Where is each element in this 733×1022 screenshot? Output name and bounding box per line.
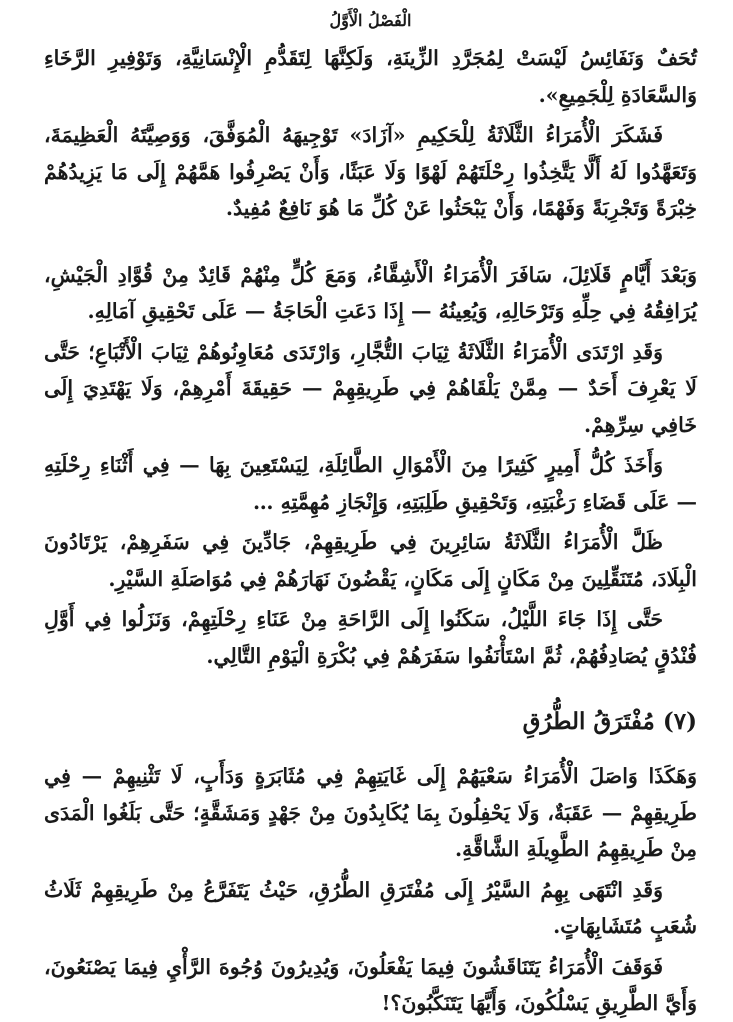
paragraph-disguise: وَقَدِ ارْتَدَى الْأُمَرَاءُ الثَّلَاثَةُ ثِيَابَ التُّجَّارِ، وَارْتَدَى مُعَاوِنُوهُمْ ثِيَابَ الْأَتْبَاعِ؛ حَتَّى لَا يَعْرِفَ أَحَدٌ — مِمَّنْ يَلْقَاهُمْ فِي طَرِيقِهِمْ — حَقِيقَةَ أَمْرِهِمْ، وَلَا يَهْتَدِيَ إِلَى خَافِي سِرِّهِمْ. — [44, 339, 697, 437]
paragraph-departure: وَبَعْدَ أَيَّامٍ قَلَائِلَ، سَافَرَ الْأُمَرَاءُ الْأَشِقَّاءُ، وَمَعَ كُلٍّ مِنْهُمْ قَائِدٌ مِنْ قُوَّادِ الْجَيْشِ، يُرَافِقُهُ فِي حِلِّهِ وَتَرْحَالِهِ، وَيُعِينُهُ — إِذَا دَعَتِ الْحَاجَةُ — عَلَى تَحْقِيقِ آمَالِهِ. — [44, 262, 697, 323]
paragraph-money: وَأَخَذَ كُلُّ أَمِيرٍ كَثِيرًا مِنَ الْأَمْوَالِ الطَّائِلَةِ، لِيَسْتَعِينَ بِهَا — فِي أَثْنَاءِ رِحْلَتِهِ — عَلَى قَضَاءِ رَغْبَتِهِ، وَتَحْقِيقِ طَلِبَتِهِ، وَإِنْجَازِ مُهِمَّتِهِ … — [44, 453, 697, 514]
paragraph-travel: ظَلَّ الْأُمَرَاءُ الثَّلَاثَةُ سَائِرِينَ فِي طَرِيقِهِمْ، جَادِّينَ فِي سَفَرِهِمْ، يَرْتَادُونَ الْبِلَادَ، مُتَنَقِّلِينَ مِنْ مَكَانٍ إِلَى مَكَانٍ، يَقْضُونَ نَهَارَهُمْ فِي مُوَاصَلَةِ السَّيْرِ. — [44, 530, 697, 591]
section-heading: (٧) مُفْتَرَقُ الطُّرُقِ — [522, 708, 697, 735]
paragraph-discussion: فَوَقَفَ الْأُمَرَاءُ يَتَنَاقَشُونَ فِيمَا يَفْعَلُونَ، وَيُدِيرُونَ وُجُوهَ الرَّأْيِ فِيمَا يَصْنَعُونَ، وَأَيَّ الطَّرِيقِ يَسْلُكُونَ، وَأَيَّهَا يَتَنَكَّبُونَ؟! — [44, 954, 697, 1015]
book-page — [44, 0, 697, 1015]
paragraph-thanks: فَشَكَرَ الْأُمَرَاءُ الثَّلَاثَةُ لِلْحَكِيمِ «آزَادَ» تَوْجِيهَهُ الْمُوَفَّقَ، وَوَصِيَّتَهُ الْعَظِيمَةَ، وَتَعَهَّدُوا لَهُ أَلَّا يَتَّخِذُوا رِحْلَتَهُمْ لَهْوًا وَلَا عَبَثًا، وَأَنْ يَصْرِفُوا هَمَّهُمْ إِلَى مَا يَزِيدُهُمْ خِبْرَةً وَتَجْرِبَةً وَفَهْمًا، وَأَنْ يَبْحَثُوا عَنْ كُلِّ مَا هُوَ نَافِعٌ مُفِيدٌ. — [44, 123, 697, 220]
chapter-header: الْفَصْلُ الْأَوَّلُ — [329, 11, 412, 30]
paragraph-night: حَتَّى إِذَا جَاءَ اللَّيْلُ، سَكَنُوا إِلَى الرَّاحَةِ مِنْ عَنَاءِ رِحْلَتِهِمْ، وَنَزَلُوا فِي أَوَّلِ فُنْدُقٍ يُصَادِفُهُمْ، ثُمَّ اسْتَأْنَفُوا سَفَرَهُمْ فِي بُكْرَةِ الْيَوْمِ التَّالِي. — [44, 607, 697, 668]
paragraph-crossroads: وَقَدِ انْتَهَى بِهِمُ السَّيْرُ إِلَى مُفْتَرَقِ الطُّرُقِ، حَيْثُ يَتَفَرَّعُ مِنْ طَرِيقِهِمْ ثَلَاثُ شُعَبٍ مُتَشَابِهَاتٍ. — [44, 877, 697, 938]
paragraph-continuation: تُحَفٌ وَنَفَائِسُ لَيْسَتْ لِمُجَرَّدِ الزِّينَةِ، وَلَكِنَّهَا لِتَقَدُّمِ الْإِنْسَانِيَّةِ، وَتَوْفِيرِ الرَّخَاءِ وَالسَّعَادَةِ لِلْجَمِيعِ». — [44, 46, 697, 107]
paragraph-perseverance: وَهَكَذَا وَاصَلَ الْأُمَرَاءُ سَعْيَهُمْ إِلَى غَايَتِهِمْ فِي مُثَابَرَةٍ وَدَأَبٍ، لَا تَثْنِيهِمْ — فِي طَرِيقِهِمْ — عَقَبَةٌ، وَلَا يَحْفِلُونَ بِمَا يُكَابِدُونَ مِنْ جَهْدٍ وَمَشَقَّةٍ؛ حَتَّى بَلَغُوا الْمَدَى مِنْ طَرِيقِهِمُ الطَّوِيلَةِ الشَّاقَّةِ. — [44, 764, 697, 861]
